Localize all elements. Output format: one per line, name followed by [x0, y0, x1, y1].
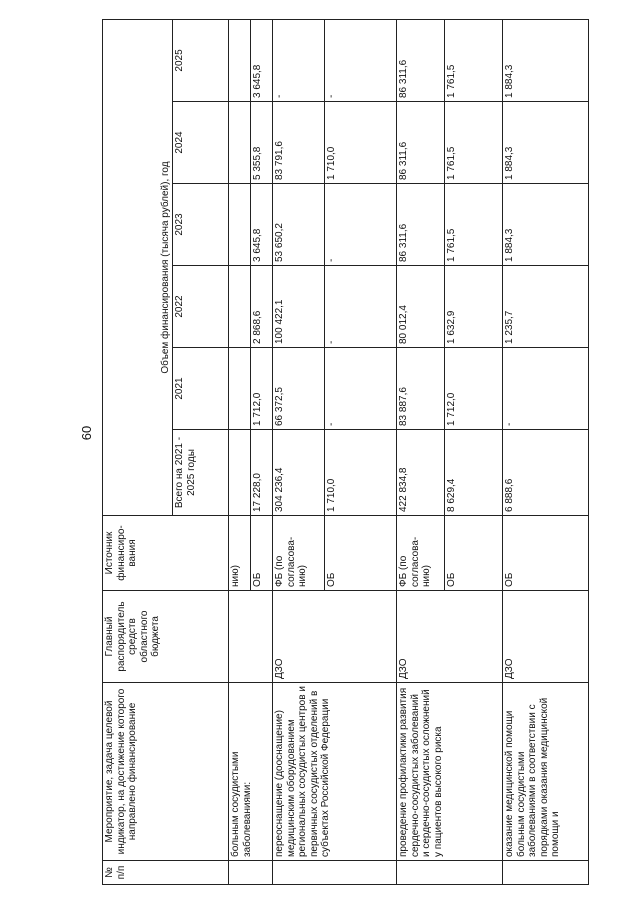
header-total: Всего на 2021 - 2025 годы [173, 430, 229, 516]
value-cell: 1 761,5 [445, 19, 503, 101]
header-measure: Мероприятие, задача целевой индикатор, на достижение которого направлено финансирование [103, 683, 229, 861]
value-cell: 6 888,6 [503, 430, 589, 516]
source-cell: ОБ [251, 516, 273, 591]
value-cell: 86 311,6 [397, 19, 445, 101]
header-year: 2024 [173, 102, 229, 184]
value-cell: 86 311,6 [397, 102, 445, 184]
value-cell [229, 430, 251, 516]
measure-cell: оказание медицинской помощи больным сосудистыми заболеваниями в соответствии с порядками оказания медицинской помощи и [503, 683, 589, 861]
value-cell: 100 422,1 [273, 266, 325, 348]
value-cell: - [273, 19, 325, 101]
manager-cell [229, 591, 273, 683]
value-cell: 1 884,3 [503, 102, 589, 184]
header-year: 2025 [173, 19, 229, 101]
measure-cell: проведение профилактики развития сердечно-сосудистых заболеваний и сердечно-сосудистых осложнений у пациентов высокого риска [397, 683, 503, 861]
measure-cell: переоснащение (дооснащение) медицинским оборудованием региональных сосудистых центров и первичных сосудистых отделений в субъектах Российской Федерации [273, 683, 397, 861]
value-cell: 80 012,4 [397, 266, 445, 348]
value-cell: 1 884,3 [503, 19, 589, 101]
value-cell: 1 761,5 [445, 102, 503, 184]
value-cell: 2 868,6 [251, 266, 273, 348]
value-cell: 83 887,6 [397, 348, 445, 430]
value-cell: 3 645,8 [251, 19, 273, 101]
page-number: 60 [79, 425, 94, 441]
value-cell: - [503, 348, 589, 430]
header-year: 2021 [173, 348, 229, 430]
value-cell [229, 266, 251, 348]
value-cell: 66 372,5 [273, 348, 325, 430]
value-cell: 422 834,8 [397, 430, 445, 516]
value-cell: - [325, 348, 397, 430]
measure-cell: больным сосудистыми заболеваниями: [229, 683, 273, 861]
source-cell: ФБ (по согласова-нию) [273, 516, 325, 591]
value-cell: 1 761,5 [445, 184, 503, 266]
num-cell [273, 861, 397, 885]
value-cell: 5 355,8 [251, 102, 273, 184]
rotated-page [102, 20, 561, 885]
num-cell [229, 861, 273, 885]
manager-cell: ДЗО [503, 591, 589, 683]
value-cell: 17 228,0 [251, 430, 273, 516]
value-cell: 86 311,6 [397, 184, 445, 266]
source-cell: ОБ [325, 516, 397, 591]
value-cell: - [325, 184, 397, 266]
header-num: № п/п [103, 861, 229, 885]
value-cell: 1 884,3 [503, 184, 589, 266]
num-cell [503, 861, 589, 885]
value-cell: 1 235,7 [503, 266, 589, 348]
value-cell: 1 710,0 [325, 430, 397, 516]
source-cell: ФБ (по согласова-нию) [397, 516, 445, 591]
source-cell: ОБ [445, 516, 503, 591]
source-cell: нию) [229, 516, 251, 591]
table-row [229, 19, 251, 884]
table-row [273, 19, 325, 884]
header-manager: Главный распорядитель средств областного бюджета [103, 591, 229, 683]
header-volume: Объем финансирования (тысяча рублей), год [103, 19, 173, 515]
manager-cell: ДЗО [397, 591, 503, 683]
num-cell [397, 861, 503, 885]
value-cell: 53 650,2 [273, 184, 325, 266]
value-cell: 1 710,0 [325, 102, 397, 184]
value-cell: 304 236,4 [273, 430, 325, 516]
value-cell: - [325, 266, 397, 348]
value-cell: 83 791,6 [273, 102, 325, 184]
value-cell [229, 19, 251, 101]
header-row [103, 19, 173, 884]
source-cell: ОБ [503, 516, 589, 591]
value-cell [229, 102, 251, 184]
manager-cell: ДЗО [273, 591, 397, 683]
value-cell: 3 645,8 [251, 184, 273, 266]
value-cell [229, 184, 251, 266]
value-cell [229, 348, 251, 430]
table-row [503, 19, 589, 884]
header-source: Источник финансиро-вания [103, 516, 229, 591]
financing-table [102, 19, 589, 885]
value-cell: 1 632,9 [445, 266, 503, 348]
header-year: 2022 [173, 266, 229, 348]
value-cell: 1 712,0 [251, 348, 273, 430]
header-year: 2023 [173, 184, 229, 266]
value-cell: - [325, 19, 397, 101]
value-cell: 8 629,4 [445, 430, 503, 516]
table-row [397, 19, 445, 884]
value-cell: 1 712,0 [445, 348, 503, 430]
